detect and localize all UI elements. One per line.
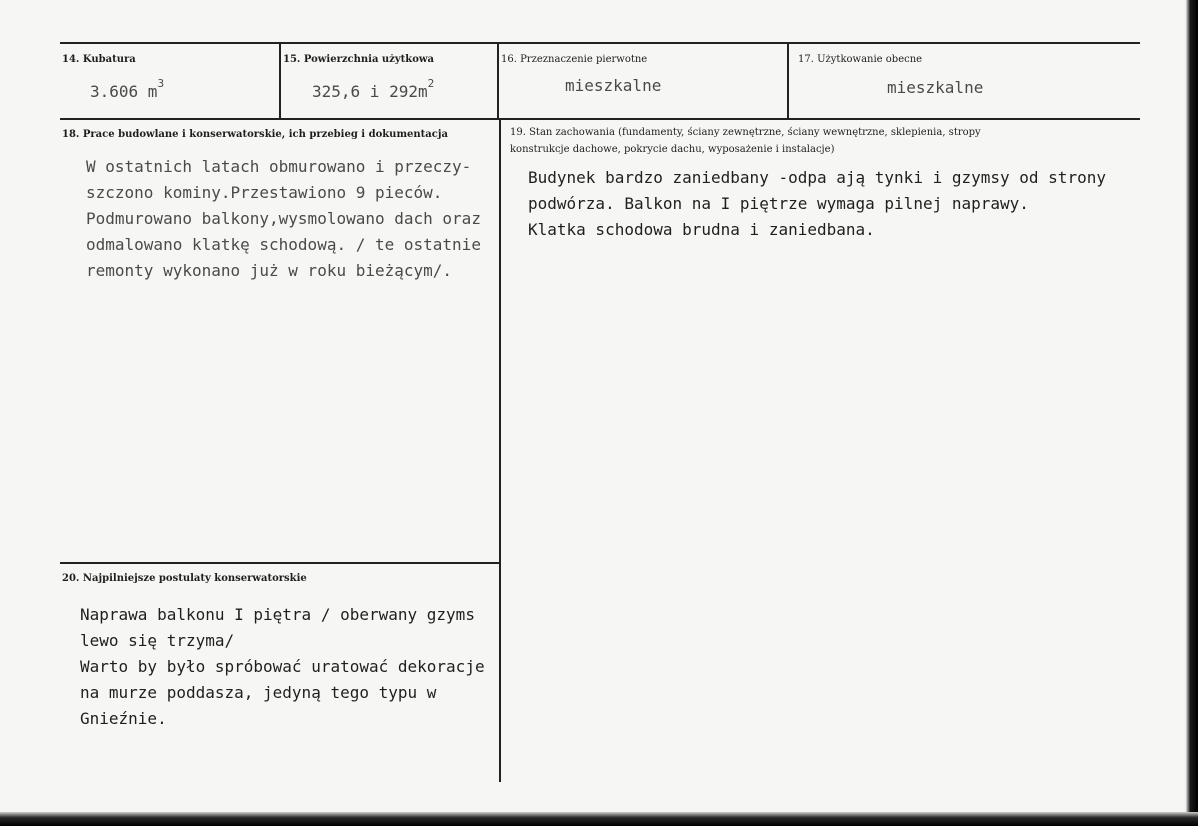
top-rule: [60, 42, 1140, 44]
divider-14-15: [279, 44, 281, 118]
field-15-value-text: 325,6 i 292m: [312, 82, 428, 101]
field-19-line: Klatka schodowa brudna i zaniedbana.: [528, 220, 875, 239]
field-20-label: 20. Najpilniejsze postulaty konserwatorskie: [62, 573, 307, 584]
field-15-unit-exponent: 2: [427, 76, 435, 90]
row1-bottom-rule: [60, 118, 1140, 120]
field-20-text: [80, 602, 485, 732]
field-18-label: 18. Prace budowlane i konserwatorskie, ich przebieg i dokumentacja: [62, 129, 448, 140]
field-19-text: [528, 165, 1106, 243]
field-16-value: mieszkalne: [565, 76, 662, 95]
field-16-label: 16. Przeznaczenie pierwotne: [501, 54, 648, 65]
field-14-label: 14. Kubatura: [62, 54, 136, 65]
field-18-line: remonty wykonano już w roku bieżącym/.: [86, 261, 453, 280]
field-20-line: Naprawa balkonu I piętra / oberwany gzyms: [80, 605, 475, 624]
field-15-value: [312, 76, 435, 101]
field-20-line: lewo się trzyma/: [80, 631, 235, 650]
field-15-label: 15. Powierzchnia użytkowa: [283, 54, 434, 65]
field-20-line: Gnieźnie.: [80, 709, 167, 728]
divider-15-16: [497, 44, 499, 118]
scan-edge-bottom: [0, 812, 1198, 826]
field-20-line: Warto by było spróbować uratować dekoracje: [80, 657, 485, 676]
divider-16-17: [787, 44, 789, 118]
field-18-line: szczono kominy.Przestawiono 9 pieców.: [86, 183, 443, 202]
field-19-label-line1: 19. Stan zachowania (fundamenty, ściany zewnętrzne, ściany wewnętrzne, sklepienia, stropy: [510, 127, 981, 138]
field-18-text: [86, 154, 481, 284]
field-19-label-line2: konstrukcje dachowe, pokrycie dachu, wyposażenie i instalacje): [510, 144, 835, 155]
scan-edge-right: [1186, 0, 1198, 826]
field-20-line: na murze poddasza, jedyną tego typu w: [80, 683, 437, 702]
field-19-line: podwórza. Balkon na I piętrze wymaga pilnej naprawy.: [528, 194, 1029, 213]
field18-bottom-rule: [60, 562, 500, 564]
field-17-label: 17. Użytkowanie obecne: [798, 54, 923, 65]
field-19-line: Budynek bardzo zaniedbany -odpa ają tynki i gzymsy od strony: [528, 168, 1106, 187]
field-18-line: W ostatnich latach obmurowano i przeczy-: [86, 157, 472, 176]
field-17-value: mieszkalne: [887, 78, 984, 97]
field-18-line: odmalowano klatkę schodową. / te ostatnie: [86, 235, 481, 254]
field-14-value-text: 3.606 m: [90, 82, 158, 101]
field-14-value: [90, 76, 165, 101]
divider-main-vertical: [499, 120, 501, 782]
field-14-unit-exponent: 3: [157, 76, 165, 90]
field-18-line: Podmurowano balkony,wysmolowano dach oraz: [86, 209, 481, 228]
